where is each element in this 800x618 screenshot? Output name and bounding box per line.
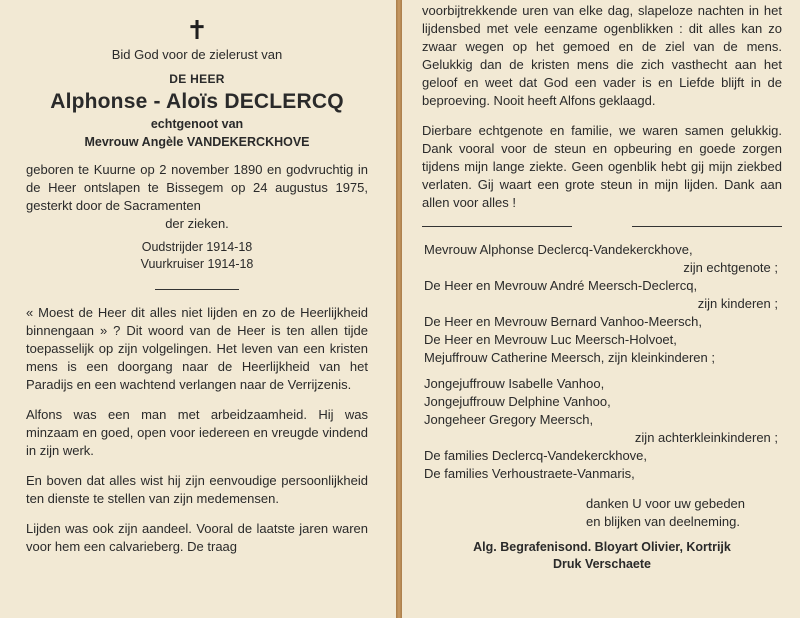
thanks-block	[422, 495, 782, 531]
thanks-line-1: danken U voor uw gebeden	[586, 496, 746, 511]
family-line: Jongejuffrouw Delphine Vanhoo,	[424, 394, 611, 409]
family-role: zijn echtgenote ;	[683, 260, 778, 275]
paragraph-continued	[422, 2, 782, 110]
family-line: De families Verhoustraete-Vanmaris,	[424, 466, 635, 481]
family-line: Mevrouw Alphonse Declercq-Vandekerckhove,	[424, 242, 693, 257]
divider	[155, 289, 239, 290]
right-page	[402, 0, 800, 618]
birth-text-end: der zieken.	[165, 216, 229, 231]
paragraph-4	[26, 520, 368, 556]
title-prefix: DE HEER	[169, 72, 225, 86]
family-line: De families Declercq-Vandekerckhove,	[424, 448, 648, 463]
printer-line-1: Alg. Begrafenisond. Bloyart Olivier, Kortrijk	[473, 540, 731, 554]
paragraph-3-text: En boven dat alles wist hij zijn eenvoudige persoonlijkheid ten dienste te stellen van zijn medemensen.	[26, 473, 368, 506]
paragraph-continued-text: voorbijtrekkende uren van elke dag, slapeloze nachten in het lijdensbed met vele eenzame ogenblikken : dit alles kan zo zwaar wegen op het gemoed en de ziel van de mens. Gelukkig dan de kristen mens die zich vasthecht aan het geloof en weet dat God een vader is en Liefde blijft in de beproeving. Nooit heeft Alfons geklaagd.	[422, 3, 782, 108]
birth-text: geboren te Kuurne op 2 november 1890 en godvruchtig in de Heer ontslapen te Bissegem op 24 augustus 1975, gesterkt door de Sacramenten	[26, 162, 368, 213]
prayer-line: Bid God voor de zielerust van	[111, 47, 283, 62]
veteran-titles	[26, 239, 368, 273]
divider-pair	[422, 226, 782, 227]
family-line: Jongejuffrouw Isabelle Vanhoo,	[424, 376, 605, 391]
birth-death-text	[26, 161, 368, 233]
family-line: De Heer en Mevrouw Bernard Vanhoo-Meersch,	[424, 314, 702, 329]
thanks-line-2: en blijken van deelneming.	[586, 514, 740, 529]
veteran-line-1: Oudstrijder 1914-18	[141, 240, 253, 254]
printer-credit	[422, 539, 782, 573]
divider-left	[422, 226, 572, 227]
left-page	[0, 0, 396, 618]
family-line: De Heer en Mevrouw Luc Meersch-Holvoet,	[424, 332, 677, 347]
family-line: Jongeheer Gregory Meersch,	[424, 412, 594, 427]
veteran-line-2: Vuurkruiser 1914-18	[140, 257, 254, 271]
divider-right	[632, 226, 782, 227]
family-role: zijn kinderen ;	[697, 296, 778, 311]
paragraph-dierbare	[422, 122, 782, 212]
paragraph-2-text: Alfons was een man met arbeidzaamheid. Hij was minzaam en goed, open voor iedereen en vreugde vindend in zijn werk.	[26, 407, 368, 458]
family-line: De Heer en Mevrouw André Meersch-Declercq,	[424, 278, 698, 293]
deceased-name: Alphonse - Aloïs DECLERCQ	[50, 90, 344, 113]
paragraph-2	[26, 406, 368, 460]
printer-line-2: Druk Verschaete	[553, 557, 651, 571]
family-role: zijn achterkleinkinderen ;	[634, 430, 778, 445]
paragraph-dierbare-text: Dierbare echtgenote en familie, we waren samen gelukkig. Dank vooral voor de steun en opbeuring en goede zorgen tijdens mijn lange ziekte. Geen ogenblik hebt gij mijn ziekbed verlaten. Gij waart een grote steun in mijn lijden. Dank aan allen voor alles !	[422, 123, 782, 210]
family-list	[422, 241, 782, 483]
paragraph-1-text: « Moest de Heer dit alles niet lijden en zo de Heerlijkheid binnengaan » ? Dit woord van de Heer is ten allen tijde toepasselijk op zijn volgelingen. Het leven van een kristen mens is een doorgang naar de Heerlijkheid van het Paradijs en een wachtend verlangen naar de Verrijzenis.	[26, 305, 368, 392]
paragraph-4-text: Lijden was ook zijn aandeel. Vooral de laatste jaren waren voor hem een calvarieberg. De traag	[26, 521, 368, 554]
paragraph-1	[26, 304, 368, 394]
paragraph-3	[26, 472, 368, 508]
spouse-name: Mevrouw Angèle VANDEKERCKHOVE	[84, 135, 310, 149]
cross-icon: ✝	[186, 15, 208, 45]
family-line: Mejuffrouw Catherine Meersch, zijn kleinkinderen ;	[424, 350, 715, 365]
spouse-lead: echtgenoot van	[150, 117, 244, 131]
